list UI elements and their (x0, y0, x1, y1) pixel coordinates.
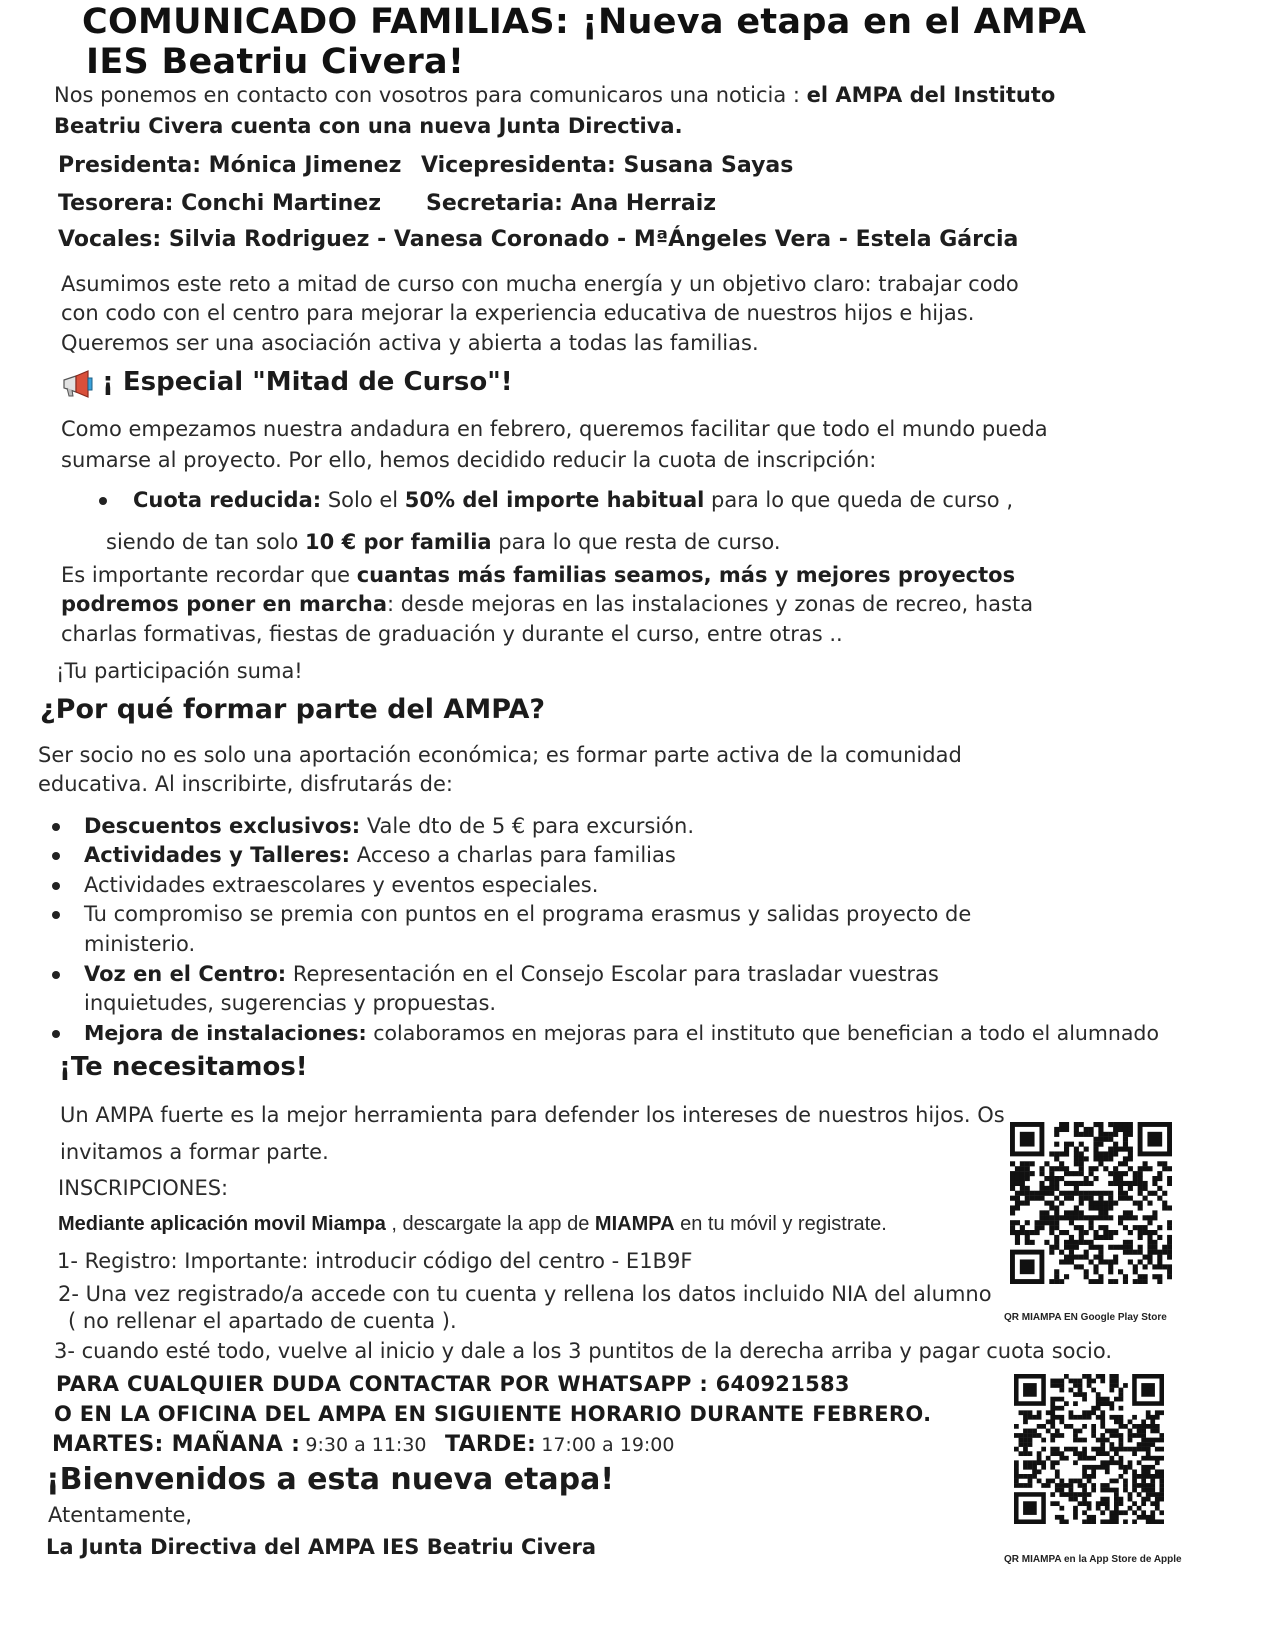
why-item-bold: Voz en el Centro: (84, 962, 287, 986)
need-p1: Un AMPA fuerte es la mejor herramienta para defender los intereses de nuestros hijos. Os (60, 1103, 1005, 1127)
special-bullet-label: Cuota reducida: (133, 488, 322, 512)
why-item-activities (84, 840, 676, 871)
qr-app-store (1014, 1374, 1164, 1524)
special-cont-text2: para lo que resta de curso. (491, 530, 781, 554)
closing-regards: Atentamente, (48, 1503, 193, 1527)
special-cont (106, 527, 781, 558)
schedule-tarde: TARDE: (445, 1432, 537, 1457)
board-secretaria: Secretaria: Ana Herraiz (426, 191, 717, 216)
need-p2: invitamos a formar parte. (60, 1140, 329, 1164)
why-item-bold: Mejora de instalaciones: (84, 1021, 367, 1045)
special-cont-text1: siendo de tan solo (106, 530, 306, 554)
board-tesorera: Tesorera: Conchi Martinez (58, 191, 381, 216)
qr-apple-caption: QR MIAMPA en la App Store de Apple (1004, 1554, 1182, 1565)
important-bold1: cuantas más familias seamos, más y mejores proyectos (356, 563, 1016, 587)
bullet-dot (99, 497, 107, 505)
app-text2: en tu móvil y registrate. (674, 1213, 887, 1235)
app-instructions (58, 1209, 887, 1240)
contact-afternoon (445, 1430, 674, 1461)
need-heading: ¡Te necesitamos! (59, 1052, 308, 1082)
bullet-dot (52, 852, 60, 860)
why-item-voice-cont: inquietudes, sugerencias y propuestas. (84, 991, 497, 1015)
mission-line1: Asumimos este reto a mitad de curso con mucha energía y un objetivo claro: trabajar codo (61, 272, 1019, 296)
why-item-erasmus: Tu compromiso se premia con puntos en el programa erasmus y salidas proyecto de (84, 902, 972, 926)
why-heading: ¿Por qué formar parte del AMPA? (40, 694, 546, 725)
board-presidenta: Presidenta: Mónica Jimenez (58, 153, 402, 178)
schedule-afternoon: 17:00 a 19:00 (541, 1434, 675, 1456)
app-bold1: Mediante aplicación movil Miampa (58, 1213, 386, 1235)
special-p1-line1: Como empezamos nuestra andadura en febrero, queremos facilitar que todo el mundo pueda (61, 417, 1048, 441)
why-item-extracurricular: Actividades extraescolares y eventos especiales. (84, 873, 599, 897)
closing-signature: La Junta Directiva del AMPA IES Beatriu Civera (46, 1535, 597, 1559)
contact-schedule (52, 1430, 427, 1461)
app-text1: , descargate la app de (385, 1213, 595, 1235)
why-intro-line1: Ser socio no es solo una aportación económica; es formar parte activa de la comunidad (38, 743, 962, 767)
why-item-text: Acceso a charlas para familias (350, 843, 676, 867)
why-intro-line2: educativa. Al inscribirte, disfrutarás de: (38, 772, 453, 796)
board-vocales: Vocales: Silvia Rodriguez - Vanesa Coronado - MªÁngeles Vera - Estela Gárcia (58, 227, 1019, 252)
important-bold2: podremos poner en marcha (61, 592, 388, 616)
app-bold2: MIAMPA (594, 1213, 675, 1235)
intro-text: Nos ponemos en contacto con vosotros para comunicaros una noticia : (54, 83, 807, 107)
important-line1 (61, 560, 1015, 591)
contact-office: O EN LA OFICINA DEL AMPA EN SIGUIENTE HORARIO DURANTE FEBRERO. (54, 1402, 932, 1426)
page-title-line2: IES Beatriu Civera! (86, 42, 465, 82)
special-bullet-bold: 50% del importe habitual (404, 488, 705, 512)
why-item-text: Representación en el Consejo Escolar para trasladar vuestras (286, 962, 939, 986)
mission-line2: con codo con el centro para mejorar la experiencia educativa de nuestros hijos e hijas. (61, 301, 975, 325)
why-item-discounts (84, 811, 694, 842)
mission-line3: Queremos ser una asociación activa y abierta a todas las familias. (61, 331, 759, 355)
bullet-dot (52, 823, 60, 831)
bullet-dot (52, 1030, 60, 1038)
important-line3: charlas formativas, fiestas de graduación y durante el curso, entre otras .. (61, 622, 843, 646)
why-item-bold: Descuentos exclusivos: (84, 814, 361, 838)
why-item-erasmus-cont: ministerio. (84, 932, 196, 956)
page-title-line1: COMUNICADO FAMILIAS: ¡Nueva etapa en el AMPA (82, 2, 1087, 42)
schedule-martes: MARTES: MAÑANA : (52, 1432, 301, 1457)
why-item-voice (84, 959, 939, 990)
special-heading: ¡ Especial "Mitad de Curso"! (102, 367, 513, 397)
intro-bold2: Beatriu Civera cuenta con una nueva Junta Directiva. (54, 114, 683, 138)
participation-text: ¡Tu participación suma! (56, 659, 303, 683)
step-2b: ( no rellenar el apartado de cuenta ). (68, 1309, 457, 1333)
intro-bold1: el AMPA del Instituto (806, 83, 1056, 107)
why-item-text: Vale dto de 5 € para excursión. (360, 814, 695, 838)
why-item-bold: Actividades y Talleres: (84, 843, 351, 867)
bullet-dot (52, 971, 60, 979)
step-3: 3- cuando esté todo, vuelve al inicio y dale a los 3 puntitos de la derecha arriba y pagar cuota socio. (54, 1339, 1113, 1363)
schedule-morning: 9:30 a 11:30 (305, 1434, 427, 1456)
intro-line1 (54, 80, 1055, 111)
special-cont-bold: 10 € por familia (305, 530, 492, 554)
special-bullet-text1: Solo el (321, 488, 405, 512)
bullet-dot (52, 882, 60, 890)
bullet-dot (52, 911, 60, 919)
board-vicepresidenta: Vicepresidenta: Susana Sayas (421, 153, 794, 178)
step-2a: 2- Una vez registrado/a accede con tu cuenta y rellena los datos incluido NIA del alumno (58, 1282, 992, 1306)
qr-google-caption: QR MIAMPA EN Google Play Store (1004, 1312, 1167, 1323)
important-text2: : desde mejoras en las instalaciones y zonas de recreo, hasta (387, 592, 1034, 616)
step-1: 1- Registro: Importante: introducir código del centro - E1B9F (57, 1249, 693, 1273)
important-line2 (61, 589, 1033, 620)
important-text1: Es importante recordar que (61, 563, 357, 587)
why-item-facilities (84, 1018, 1159, 1049)
megaphone-icon (60, 369, 96, 399)
special-bullet-text2: para lo que queda de curso , (704, 488, 1013, 512)
special-p1-line2: sumarse al proyecto. Por ello, hemos decidido reducir la cuota de inscripción: (61, 448, 877, 472)
qr-google-play (1010, 1122, 1172, 1284)
contact-whatsapp: PARA CUALQUIER DUDA CONTACTAR POR WHATSAPP : 640921583 (56, 1372, 850, 1396)
inscripciones-label: INSCRIPCIONES: (58, 1176, 229, 1200)
welcome-heading: ¡Bienvenidos a esta nueva etapa! (46, 1462, 615, 1497)
why-item-text: colaboramos en mejoras para el instituto que benefician a todo el alumnado (366, 1021, 1159, 1045)
special-bullet (133, 485, 1013, 516)
